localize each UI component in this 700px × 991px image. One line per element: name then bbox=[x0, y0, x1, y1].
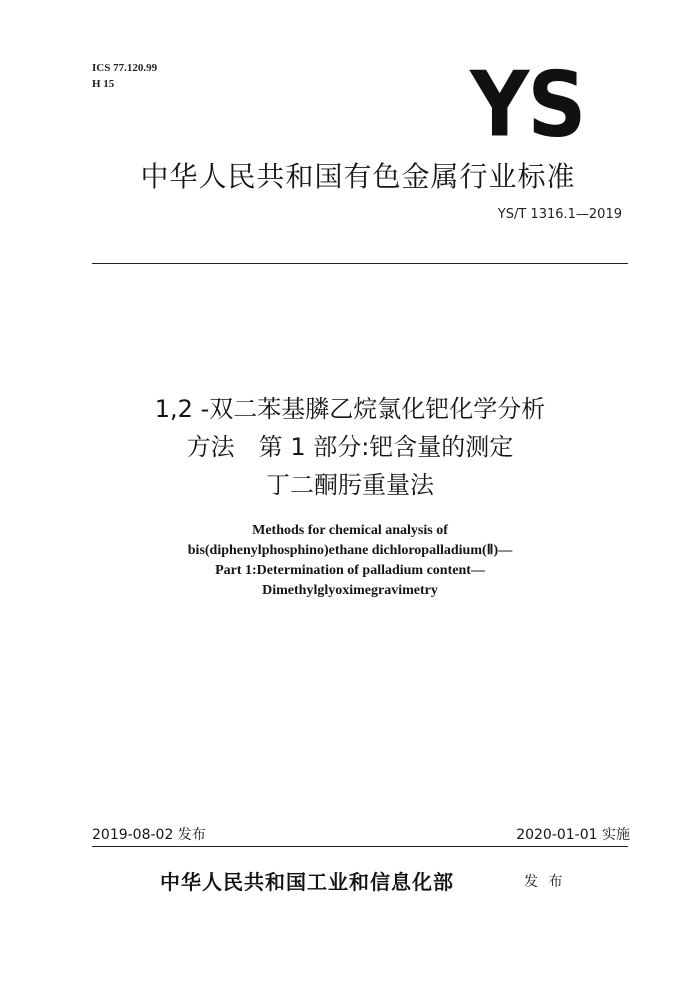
issue-date: 2019-08-02 发布 bbox=[92, 827, 206, 843]
standard-number: YS/T 1316.1—2019 bbox=[497, 207, 622, 222]
implementation-date: 2020-01-01 实施 bbox=[516, 827, 630, 843]
ics-code: ICS 77.120.99 bbox=[92, 62, 158, 74]
classification-block bbox=[92, 60, 157, 92]
issuing-authority: 中华人民共和国工业和信息化部 bbox=[160, 870, 454, 894]
issue-label: 发 布 bbox=[524, 874, 566, 890]
english-title-line-2: bis(diphenylphosphino)ethane dichloropalladium(Ⅱ)— bbox=[187, 543, 513, 558]
english-title-line-3: Part 1:Determination of palladium content— bbox=[215, 563, 485, 578]
english-title-line-4: Dimethylglyoximegravimetry bbox=[262, 583, 438, 598]
header-divider bbox=[92, 263, 628, 264]
chinese-title-line-2: 方法 第 1 部分:钯含量的测定 bbox=[186, 433, 514, 461]
english-title bbox=[60, 521, 640, 601]
chinese-title-line-3: 丁二酮肟重量法 bbox=[266, 471, 434, 499]
english-title-line-1: Methods for chemical analysis of bbox=[252, 523, 448, 538]
chinese-title-line-1: 1,2 -双二苯基膦乙烷氯化钯化学分析 bbox=[154, 395, 546, 423]
chinese-title bbox=[60, 390, 640, 504]
standard-title: 中华人民共和国有色金属行业标准 bbox=[140, 160, 576, 193]
category-code: H 15 bbox=[92, 78, 115, 90]
ys-logo: YS bbox=[470, 53, 585, 158]
footer-divider bbox=[92, 846, 628, 847]
